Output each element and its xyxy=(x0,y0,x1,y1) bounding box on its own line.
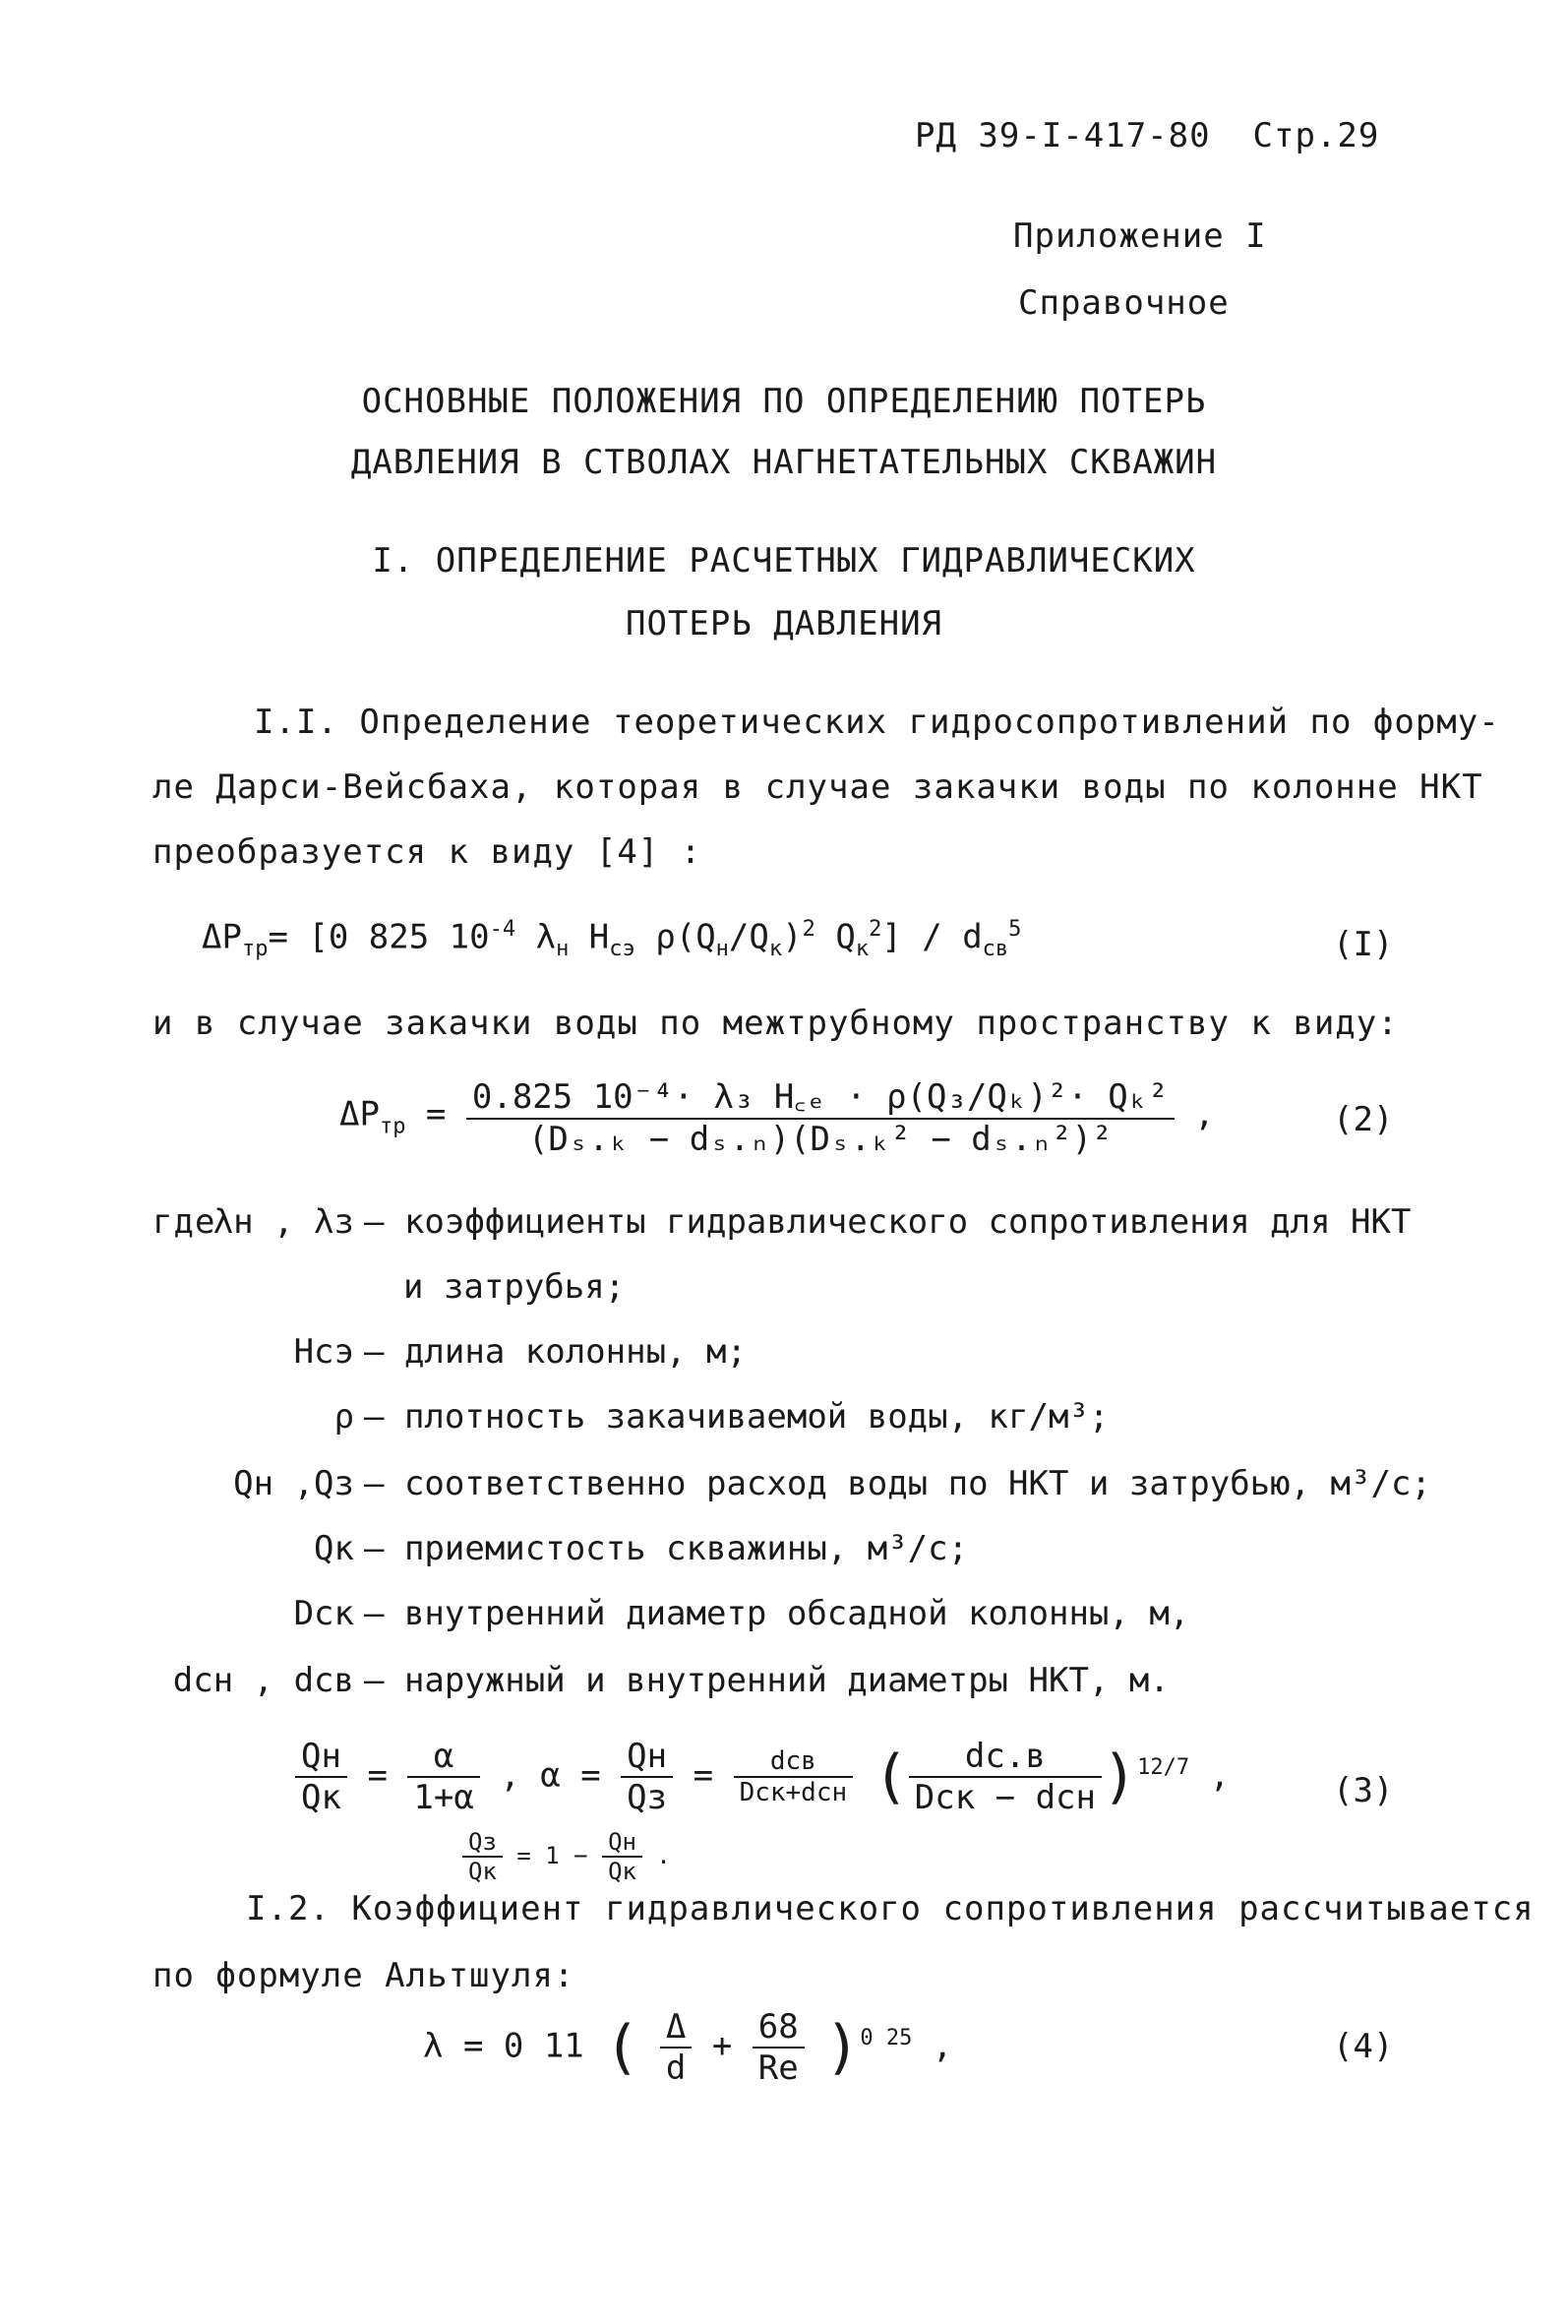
text-between-equations: и в случае закачки воды по межтрубному пространству к виду: xyxy=(152,1004,1399,1043)
def-text: – приемистость скважины, м³/с; xyxy=(364,1529,969,1568)
para-1-1-line-3: преобразуется к виду [4] : xyxy=(152,832,702,872)
def-text: – внутренний диаметр обсадной колонны, м, xyxy=(364,1594,1190,1633)
appendix-label: Приложение I xyxy=(1013,216,1267,256)
def-symbol: Qк xyxy=(314,1529,354,1568)
para-1-2-line-2: по формуле Альтшуля: xyxy=(152,1956,575,1995)
def-symbol: Dск xyxy=(293,1594,354,1633)
equation-1: $\Delta P_{тр}= [0$ 825 $10^{-4}$ $\lambda_н$ $H_{сэ}$ $\rho(Q_н/Q_к)^2$ $Q_к^2] / d_{св}^5$ xyxy=(202,917,1022,962)
para-1-2-line-1: I.2. Коэффициент гидравлического сопротивления рассчитывается xyxy=(246,1889,1535,1928)
def-text: и затрубья; xyxy=(403,1267,626,1307)
page-number: Стр.29 xyxy=(1252,116,1380,155)
appendix-type: Справочное xyxy=(1018,283,1230,323)
def-text: – плотность закачиваемой воды, кг/м³; xyxy=(364,1397,1110,1437)
header-doc-code xyxy=(915,116,1379,155)
def-symbol: ρ xyxy=(333,1397,354,1437)
title-line-1: ОСНОВНЫЕ ПОЛОЖЕНИЯ ПО ОПРЕДЕЛЕНИЮ ПОТЕРЬ xyxy=(361,382,1207,421)
doc-code: РД 39-I-417-80 xyxy=(915,116,1211,155)
where-label: где xyxy=(152,1202,216,1242)
def-symbol: Qн ,Qз xyxy=(233,1464,354,1503)
section-heading-line-2: ПОТЕРЬ ДАВЛЕНИЯ xyxy=(625,604,943,643)
def-text: – длина колонны, м; xyxy=(364,1332,747,1372)
def-symbol: Hсэ xyxy=(293,1332,354,1372)
title-line-2: ДАВЛЕНИЯ В СТВОЛАХ НАГНЕТАТЕЛЬНЫХ СКВАЖИН xyxy=(350,443,1218,482)
para-1-1-line-1: I.I. Определение теоретических гидросопротивлений по форму- xyxy=(254,703,1500,742)
equation-3-number: (3) xyxy=(1333,1771,1394,1810)
def-text: – коэффициенты гидравлического сопротивления для НКТ xyxy=(364,1202,1412,1242)
def-symbol: λн , λз xyxy=(212,1202,354,1242)
equation-2-fraction: $\frac{\text{0.825 10⁻⁴· λ₃ H꜀ₑ · ρ(Q₃/Qₖ)²· Qₖ²}}{\text{(Dₛ.ₖ − dₛ.ₙ)(Dₛ.ₖ² − dₛ.ₙ²)²}}$ xyxy=(466,1072,1175,1159)
equation-3-subformula: $\frac{Qз}{Qк}$ = 1 − $\frac{Qн}{Qк}$ . xyxy=(462,1828,671,1885)
equation-3: $\frac{Qн}{Qк}$ = $\frac{\alpha}{1+\alpha}$ , α = $\frac{Qн}{Qз}$ = $\frac{\text{dсв}}{\text{Dск+dсн}}$ ( $\frac{dс.в}{\text{Dск − dсн}}$ )$^{12/7}$ , xyxy=(295,1737,1230,1817)
equation-4: λ = 0 11 ( $\frac{\Delta}{d}$ + $\frac{68}{Re}$ )$^{0 25}$ , xyxy=(423,2007,953,2088)
def-text: – наружный и внутренний диаметры НКТ, м. xyxy=(364,1661,1170,1700)
def-symbol: dсн , dсв xyxy=(172,1661,354,1700)
section-heading-line-1: I. ОПРЕДЕЛЕНИЕ РАСЧЕТНЫХ ГИДРАВЛИЧЕСКИХ xyxy=(372,541,1196,581)
equation-2-number: (2) xyxy=(1333,1100,1394,1139)
equation-2: $\Delta P_{тр}$ = $\frac{\text{0.825 10⁻⁴· λ₃ H꜀ₑ · ρ(Q₃/Qₖ)²· Qₖ²}}{\text{(Dₛ.ₖ − dₛ.ₙ)(Dₛ.ₖ² − dₛ.ₙ²)²}}$ , xyxy=(339,1072,1215,1159)
para-1-1-line-2: ле Дарси-Вейсбаха, которая в случае закачки воды по колонне НКТ xyxy=(152,767,1483,807)
def-text: – соответственно расход воды по НКТ и затрубью, м³/с; xyxy=(364,1464,1431,1503)
equation-4-number: (4) xyxy=(1333,2027,1394,2066)
equation-1-number: (I) xyxy=(1333,925,1394,964)
